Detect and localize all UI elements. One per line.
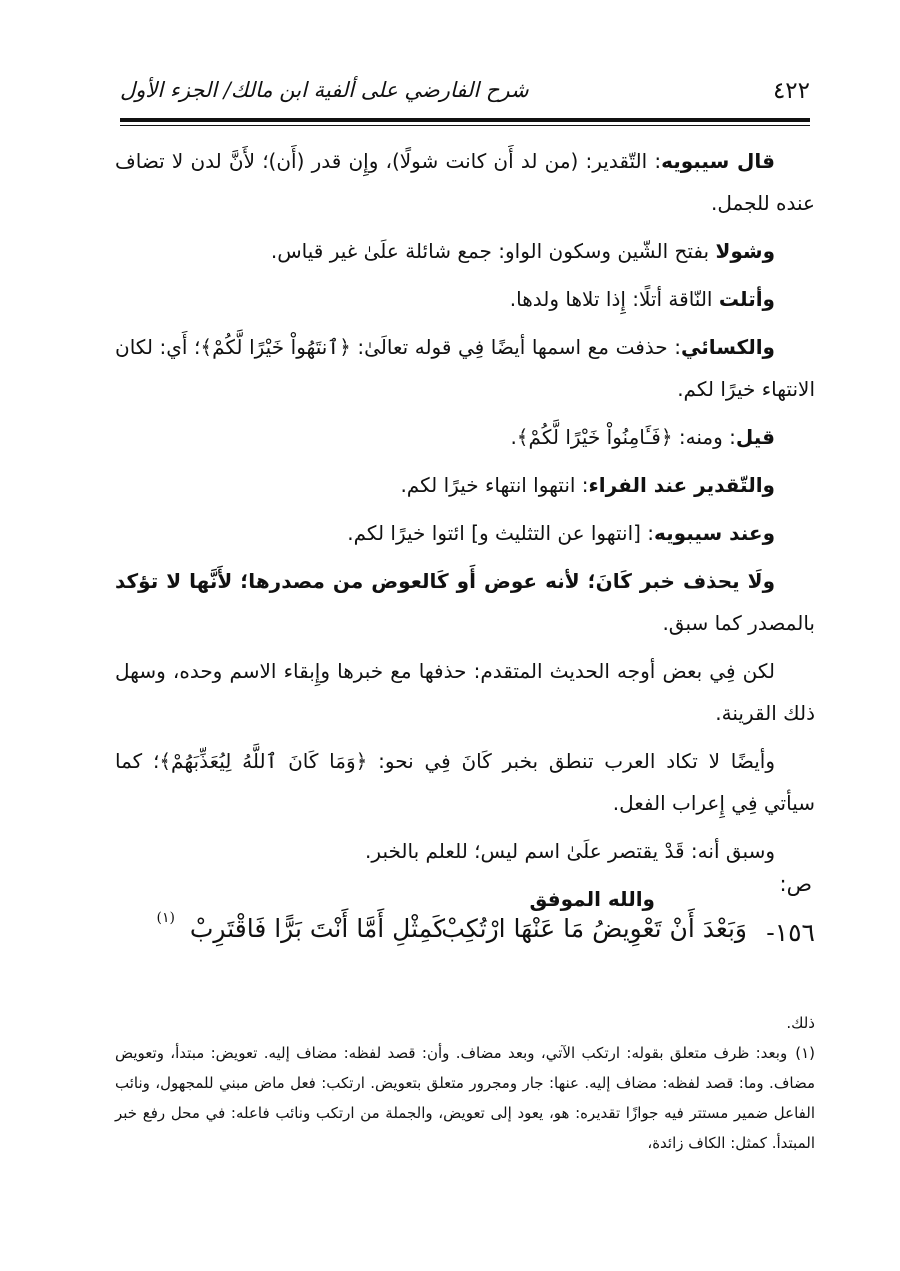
page-number: ٤٢٢ (772, 78, 810, 104)
paragraph-text: بفتح الشّين وسكون الواو: جمع شائلة علَىٰ غير قياس. (270, 239, 716, 263)
paragraph-hadith (115, 650, 815, 734)
header-rule (120, 118, 810, 122)
footnote-text: وبعد: ظرف متعلق بقوله: ارتكب الآتي، وبعد مضاف. وأن: قصد لفظه: مضاف إليه. تعويض: مبتدأ، وتعويض مضاف. وما: قصد لفظه: مضاف إليه. عنها: جار ومجرور متعلق بتعويض. ارتكب: فعل ماض مبني للمجهول، ونائب الفاعل ضمير مستتر فيه جوازًا تقديره: هو، يعود إلى تعويض، والجملة من ارتكب ونائب فاعله: في محل رفع خبر المبتدأ. كمثل: الكاف زائدة، (115, 1044, 815, 1152)
verse-label: ص: (779, 872, 812, 896)
paragraph-atlat (115, 278, 815, 320)
verse-hemistich-second: كَمِثْلِ أَمَّا أَنْتَ بَرًّا فَاقْتَرِبْ (189, 914, 445, 943)
paragraph-sibawayh (115, 140, 815, 224)
footnote-continuation: ذلك. (786, 1014, 815, 1032)
verse-number: ١٥٦- (766, 918, 815, 947)
paragraph-text: وأيضًا لا تكاد العرب تنطق بخبر كَانَ فِي نحو: (367, 749, 775, 773)
paragraph-text: بالمصدر كما سبق. (662, 611, 815, 635)
paragraph-lead: والكسائي (680, 335, 775, 359)
footnote-number: (١) (795, 1044, 815, 1062)
paragraph-shawl (115, 230, 815, 272)
quran-quote: ﴿فَـَٔامِنُواْ خَيْرًا لَّكُمْ﴾ (516, 425, 673, 449)
paragraph-qila (115, 416, 815, 458)
paragraph-text: : ومنه: (672, 425, 736, 449)
paragraph-lead: قال سيبويه (661, 149, 775, 173)
paragraph-text: لكن فِي بعض أوجه الحديث المتقدم: حذفها مع خبرها وإِبقاء الاسم وحده، وسهل ذلك القرينة. (115, 659, 815, 725)
paragraph-text-after: ؛ كما سيأتي فِي إِعراب الفعل. (115, 749, 815, 815)
paragraph-kisai (115, 326, 815, 410)
footnote-reference: (١) (156, 910, 175, 926)
paragraph-farra (115, 464, 815, 506)
verse-hemistich-first: وَبَعْدَ أَنْ تَعْوِيضُ مَا عَنْهَا ارْتُكِبْ (441, 914, 747, 943)
paragraph-lead: والتّقدير عند الفراء (588, 473, 775, 497)
closing-line: والله الموفق (529, 887, 655, 911)
paragraph-laysa (115, 830, 815, 872)
paragraph-text: : حذفت مع اسمها أيضًا فِي قوله تعالَىٰ: (350, 335, 681, 359)
page-header (120, 66, 810, 110)
paragraph-lead: قيل (735, 425, 775, 449)
paragraph-lead: وأتلت (718, 287, 775, 311)
paragraph-lead: ولَا يحذف خبر كَانَ؛ لأنه عوض أَو كَالعوض من مصدرها؛ لأَنَّها لا تؤكد (115, 569, 775, 593)
paragraph-text-after: ؛ أَي: لكان الانتهاء خيرًا لكم. (115, 335, 815, 401)
paragraph-lead: وشولا (715, 239, 775, 263)
quran-quote: ﴿وَمَا كَانَ ٱللَّهُ لِيُعَذِّبَهُمْ﴾ (159, 749, 368, 773)
running-title: شرح الفارضي على ألفية ابن مالك/ الجزء الأول (120, 78, 529, 102)
paragraph-aydan (115, 740, 815, 824)
paragraph-text-after: . (510, 425, 517, 449)
verse-line (115, 910, 815, 966)
paragraph-text: : التّقدير: (من لد أَن كانت شولًا)، وإِن قدر (أَن)؛ لأَنَّ لدن لا تضاف عنده للجمل. (115, 149, 815, 215)
header-rule-thin (120, 125, 810, 126)
main-text (115, 140, 815, 920)
paragraph-text: : [انتهوا عن التثليث و] ائتوا خيرًا لكم. (347, 521, 655, 545)
paragraph-text: وسبق أنه: قَدْ يقتصر علَىٰ اسم ليس؛ للعلم بالخبر. (365, 839, 775, 863)
footnote-1 (115, 1038, 815, 1158)
footnotes (115, 1008, 815, 1158)
paragraph-text: النّاقة أتلًا: إِذا تلاها ولدها. (509, 287, 719, 311)
quran-quote: ﴿ٱنتَهُواْ خَيْرًا لَّكُمْ﴾ (200, 335, 351, 359)
paragraph-lead: وعند سيبويه (654, 521, 775, 545)
paragraph-text: : انتهوا انتهاء خيرًا لكم. (400, 473, 589, 497)
paragraph-sibawayh-2 (115, 512, 815, 554)
paragraph-khabar-kana (115, 560, 815, 644)
